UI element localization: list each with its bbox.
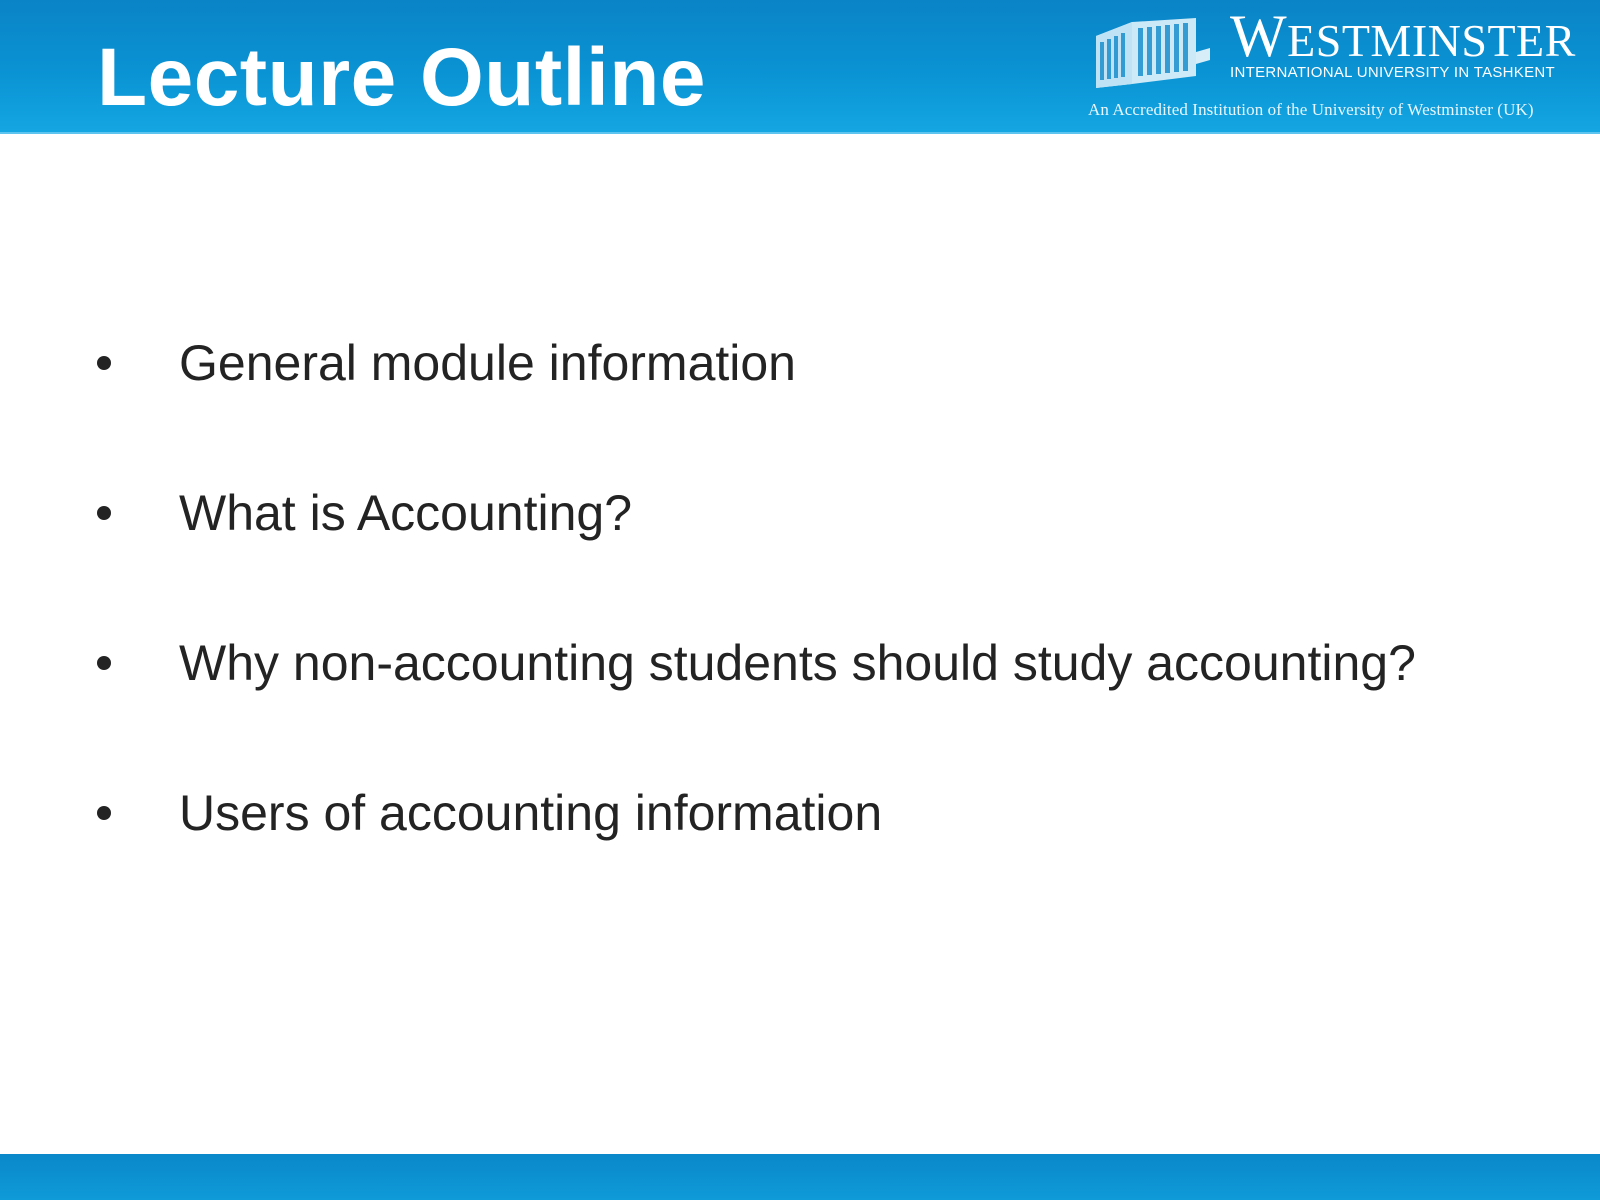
bullet-icon [97,656,111,670]
slide-header [0,0,1600,134]
list-item-text: What is Accounting? [179,485,633,541]
slide-title: Lecture Outline [97,32,706,123]
university-logo [1088,4,1590,130]
slide-footer-bar [0,1154,1600,1200]
logo-tagline: An Accredited Institution of the University of Westminster (UK) [1088,100,1534,119]
bullet-icon [97,356,111,370]
logo-subtitle: INTERNATIONAL UNIVERSITY IN TASHKENT [1230,64,1556,81]
list-item-text: General module information [179,335,796,391]
bullet-icon [97,806,111,820]
list-item-text: Why non-accounting students should study accounting? [179,635,1416,691]
list-item-text: Users of accounting information [179,785,883,841]
bullet-icon [97,506,111,520]
logo-name: WESTMINSTER [1230,3,1576,69]
building-icon [1092,14,1210,92]
